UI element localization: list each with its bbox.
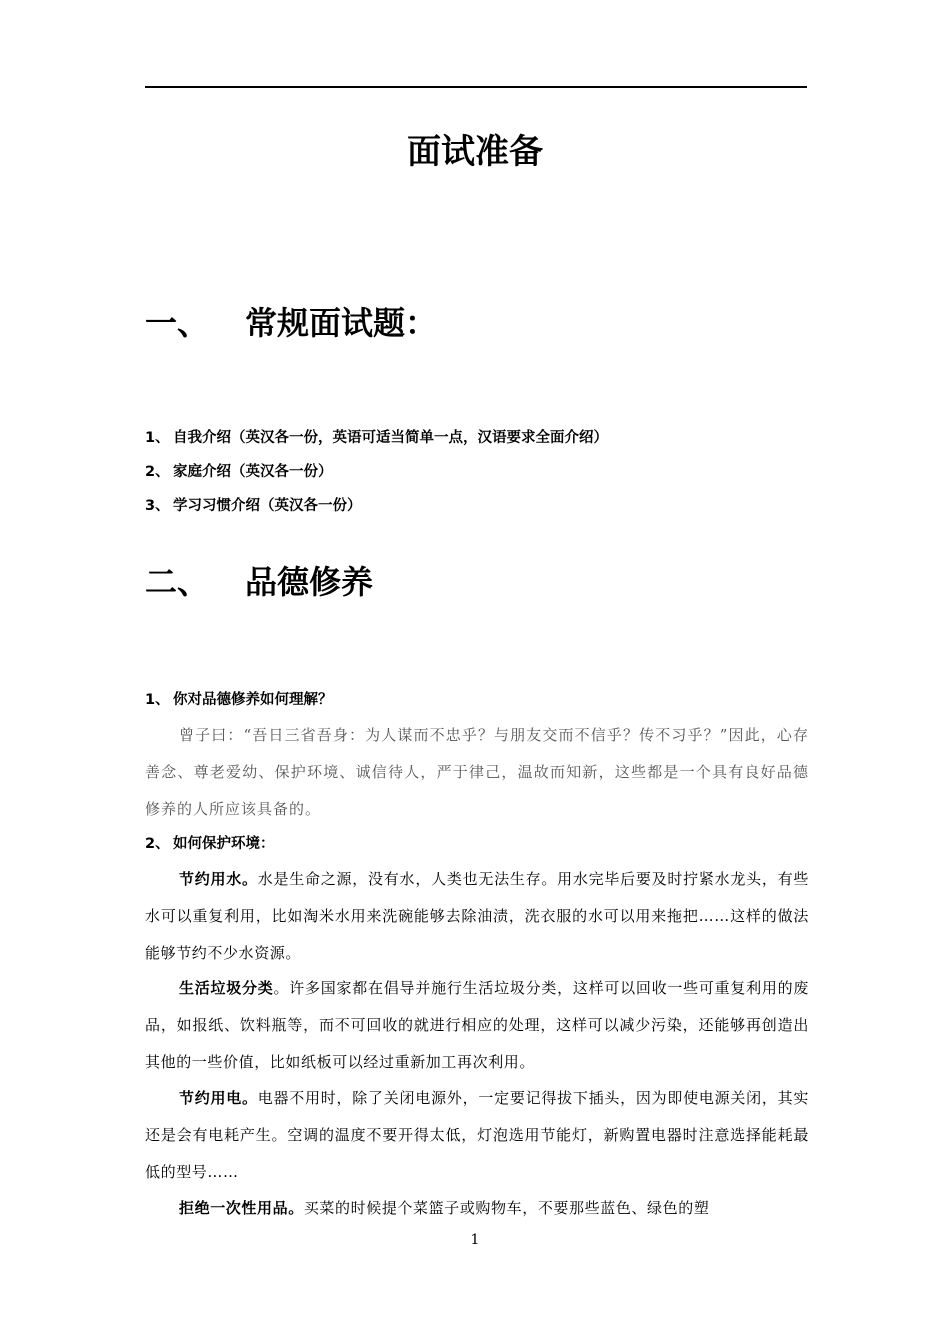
paragraph-lead: 拒绝一次性用品。 [179, 1199, 304, 1217]
paragraph-text: 。许多国家都在倡导并施行生活垃圾分类，这样可以回收一些可重复利用的废品，如报纸、饮料瓶等，而不可回收的就进行相应的处理，这样可以减少污染，还能够再创造出其他的一些价值，比如纸板可以经过重新加工再次利用。 [145, 979, 809, 1071]
section-number: 一、 [145, 304, 210, 342]
paragraph-save-water [145, 861, 809, 972]
item-text: 自我介绍（英汉各一份，英语可适当简单一点，汉语要求全面介绍） [173, 430, 608, 446]
page-number: 1 [470, 1232, 480, 1248]
paragraph-no-disposables [145, 1190, 809, 1227]
section-title: 品德修养 [245, 563, 374, 601]
section-heading-2 [145, 562, 373, 602]
document-title: 面试准备 [407, 132, 543, 172]
section-number: 二、 [145, 563, 210, 601]
paragraph-lead: 节约用电。 [179, 1089, 258, 1107]
list-item [145, 496, 362, 516]
list-item [145, 462, 333, 482]
item-text: 家庭介绍（英汉各一份） [173, 464, 333, 480]
item-number: 3、 [145, 498, 170, 514]
header-rule [145, 86, 807, 88]
list-item [145, 690, 333, 710]
paragraph-text: 买菜的时候提个菜篮子或购物车，不要那些蓝色、绿色的塑 [303, 1199, 710, 1217]
item-number: 2、 [145, 836, 170, 852]
paragraph-save-electricity [145, 1080, 809, 1191]
paragraph-garbage-sorting [145, 970, 809, 1081]
list-item [145, 428, 608, 448]
paragraph-text: 水是生命之源，没有水，人类也无法生存。用水完毕后要及时拧紧水龙头，有些水可以重复利用，比如淘米水用来洗碗能够去除油渍，洗衣服的水可以用来拖把……这样的做法能够节约不少水资源。 [145, 870, 809, 962]
list-item [145, 834, 275, 854]
item-text: 学习习惯介绍（英汉各一份） [173, 498, 362, 514]
paragraph-lead: 生活垃圾分类 [179, 979, 274, 997]
answer-paragraph: 曾子曰：“吾日三省吾身：为人谋而不忠乎？与朋友交而不信乎？传不习乎？”因此，心存善念、尊老爱幼、保护环境、诚信待人，严于律己，温故而知新，这些都是一个具有良好品德修养的人所应该具备的。 [145, 726, 809, 818]
section-heading-1 [145, 303, 437, 343]
item-number: 2、 [145, 464, 170, 480]
item-number: 1、 [145, 692, 170, 708]
paragraph-lead: 节约用水。 [179, 870, 258, 888]
item-text: 如何保护环境： [173, 836, 275, 852]
section-title: 常规面试题： [245, 304, 438, 342]
item-number: 1、 [145, 430, 170, 446]
paragraph-text: 电器不用时，除了关闭电源外，一定要记得拔下插头，因为即使电源关闭，其实还是会有电耗产生。空调的温度不要开得太低，灯泡选用节能灯，新购置电器时注意选择能耗最低的型号…… [145, 1089, 809, 1181]
item-text: 你对品德修养如何理解？ [173, 692, 333, 708]
